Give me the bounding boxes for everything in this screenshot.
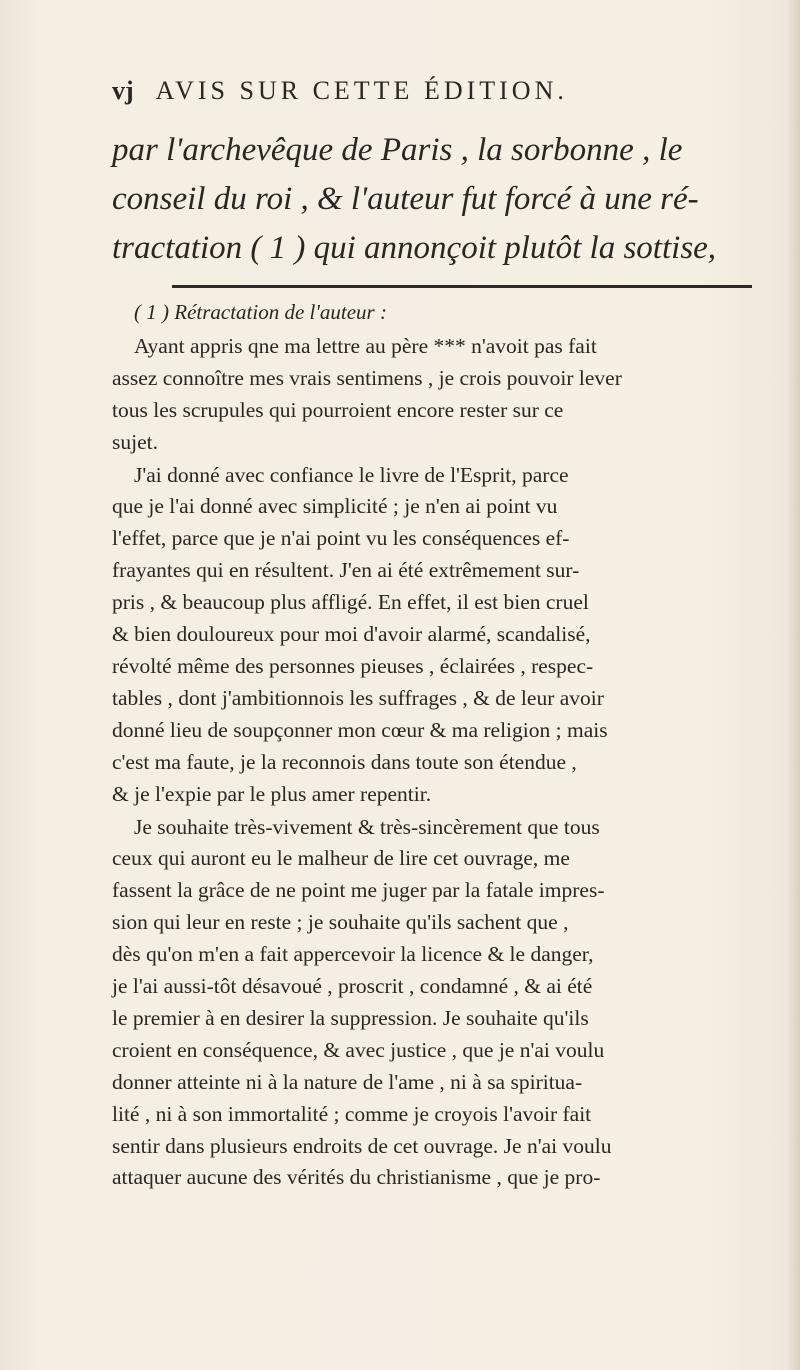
footnote-line: fassent la grâce de ne point me juger par la fatale impres- <box>112 878 605 903</box>
footnote-line: sujet. <box>112 429 158 454</box>
footnote-line: tables , dont j'ambitionnois les suffrages , & de leur avoir <box>112 685 604 710</box>
footnote-line: sentir dans plusieurs endroits de cet ouvrage. Je n'ai voulu <box>112 1133 612 1158</box>
footnote-line: révolté même des personnes pieuses , éclairées , respec- <box>112 653 594 678</box>
footnote-block <box>112 297 757 1194</box>
footnote-line: Ayant appris qne ma lettre au père *** n'avoit pas fait <box>134 333 597 358</box>
footnote-paragraph <box>112 331 757 459</box>
footnote-line: ceux qui auront eu le malheur de lire cet ouvrage, me <box>112 846 570 871</box>
footnote-line: assez connoître mes vrais sentimens , je crois pouvoir lever <box>112 365 622 390</box>
footnote-line: donner atteinte ni à la nature de l'ame , ni à sa spiritua- <box>112 1069 583 1094</box>
footnote-paragraph <box>112 812 757 1195</box>
footnote-line: attaquer aucune des vérités du christianisme , que je pro- <box>112 1165 601 1190</box>
footnote-line: donné lieu de soupçonner mon cœur & ma religion ; mais <box>112 717 608 742</box>
footnote-line: dès qu'on m'en a fait appercevoir la licence & le danger, <box>112 942 594 967</box>
footnote-line: je l'ai aussi-tôt désavoué , proscrit , condamné , & ai été <box>112 974 593 999</box>
footnote-line: c'est ma faute, je la reconnois dans toute son étendue , <box>112 749 577 774</box>
main-text-line: conseil du roi , & l'auteur fut forcé à une ré- <box>112 181 699 217</box>
page-header <box>112 76 732 106</box>
footnote-line: l'effet, parce que je n'ai point vu les conséquences ef- <box>112 526 570 551</box>
main-text-line: tractation ( 1 ) qui annonçoit plutôt la sottise, <box>112 230 717 266</box>
footnote-line: & bien douloureux pour moi d'avoir alarmé, scandalisé, <box>112 622 591 647</box>
footnote-line: Je souhaite très-vivement & très-sincèrement que tous <box>134 814 600 839</box>
footnote-line: croient en conséquence, & avec justice , que je n'ai voulu <box>112 1037 605 1062</box>
footnote-line: & je l'expie par le plus amer repentir. <box>112 781 432 806</box>
main-text-line: par l'archevêque de Paris , la sorbonne , le <box>112 132 683 168</box>
footnote-line: frayantes qui en résultent. J'en ai été extrêmement sur- <box>112 558 580 583</box>
footnote-line: sion qui leur en reste ; je souhaite qu'ils sachent que , <box>112 910 569 935</box>
footnote-separator-rule <box>172 285 752 288</box>
footnote-line: J'ai donné avec confiance le livre de l'Esprit, parce <box>134 462 569 487</box>
main-text-block <box>112 126 752 273</box>
footnote-line: le premier à en desirer la suppression. Je souhaite qu'ils <box>112 1005 589 1030</box>
footnote-line: pris , & beaucoup plus affligé. En effet, il est bien cruel <box>112 590 589 615</box>
footnote-title: ( 1 ) Rétractation de l'auteur : <box>134 300 387 324</box>
footnote-paragraph <box>112 460 757 811</box>
footnote-line: tous les scrupules qui pourroient encore rester sur ce <box>112 397 564 422</box>
running-head: AVIS SUR CETTE ÉDITION. <box>155 76 568 105</box>
footnote-line: lité , ni à son immortalité ; comme je croyois l'avoir fait <box>112 1101 592 1126</box>
footnote-line: que je l'ai donné avec simplicité ; je n'en ai point vu <box>112 494 558 519</box>
folio-number: vj <box>112 76 134 105</box>
page-edge-shadow <box>786 0 800 1370</box>
